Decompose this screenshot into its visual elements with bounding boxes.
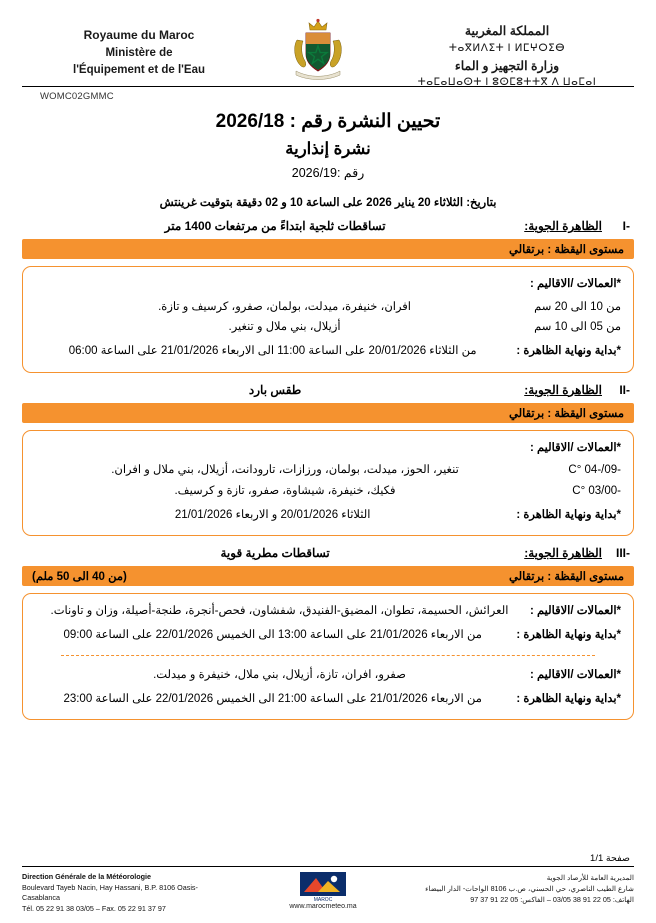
footer-website: www.marocmeteo.ma: [289, 902, 357, 910]
section-3-group-2-value: صفرو، افران، تازة، أزيلال، بني ملال، خنيفرة و ميدلت.: [153, 669, 406, 682]
section-1-phenomenon-label: الظاهرة الجوية:: [524, 219, 602, 234]
bulletin-date: بتاريخ: الثلاثاء 20 يناير 2026 على الساعة 10 و 02 دقيقة بتوقيت غرينتش: [159, 197, 497, 210]
section-2-row-1-key: -09/-04 °C: [568, 464, 621, 477]
footer-org-fr: Direction Générale de la Météorologie: [22, 871, 152, 881]
section-3-group-2-label: *العمالات /الاقاليم :: [529, 669, 621, 682]
footer-left-french: [22, 872, 232, 915]
section-3-number: -III: [615, 546, 630, 561]
section-1-box: [22, 266, 634, 372]
section-2-header: [22, 383, 634, 397]
section-2-level-value: برتقالي: [508, 407, 545, 420]
section-1-header: [22, 219, 634, 233]
section-1-row-1: [35, 297, 621, 318]
section-2-period-label: *بداية ونهاية الظاهرة :: [516, 508, 621, 521]
bulletin-number: رقم :2026/19: [291, 166, 365, 181]
bulletin-title: تحيين النشرة رقم : 2026/18: [215, 111, 441, 132]
footer-address-ar: شارع الطيب الناصري، حي الحسني، ص.ب 8106 الواحات- الدار البيضاء: [425, 883, 634, 893]
section-3-group-1-label: *العمالات /الاقاليم :: [529, 605, 621, 618]
section-2-level-badge: [22, 403, 634, 423]
section-1-level-row: [22, 239, 634, 259]
header-ministry-ar: وزارة التجهيز و الماء: [454, 58, 560, 73]
section-1-number: -I: [622, 219, 630, 234]
bulletin-subtitle: نشرة إنذارية: [285, 139, 371, 158]
section-2-row-2-key: -03/00 °C: [572, 484, 621, 497]
section-2-phenomenon-value: طقس بارد: [248, 382, 302, 397]
section-3-phenomenon-label: الظاهرة الجوية:: [524, 546, 602, 561]
section-3-level-text: [509, 569, 624, 583]
section-3-box: [22, 593, 634, 720]
document-footer: [0, 853, 656, 923]
section-2-row-1: [35, 460, 621, 481]
section-2: [22, 383, 634, 536]
footer-divider: [22, 866, 634, 867]
section-3-phenomenon-value: تساقطات مطرية قوية: [220, 546, 330, 561]
section-1-provinces-label: *العمالات /الاقاليم :: [529, 278, 621, 291]
section-2-period-value: الثلاثاء 20/01/2026 و الاربعاء 21/01/2026: [174, 508, 371, 521]
header-ministry-tifinagh: ⵜⴰⵎⴰⵡⴰⵙⵜ ⵏ ⵓⵙⵎⵓⵜⵜⴳ ⴷ ⵡⴰⵎⴰⵏ: [417, 76, 597, 89]
title-block: [22, 108, 634, 183]
coat-of-arms-icon: [289, 18, 347, 82]
document-header: [22, 0, 634, 89]
header-kingdom-tifinagh: ⵜⴰⴳⵍⴷⵉⵜ ⵏ ⵍⵎⵖⵔⵉⴱ: [448, 41, 566, 54]
section-2-level-label: مستوى اليقظة :: [547, 407, 624, 420]
section-1-period-value: من الثلاثاء 20/01/2026 على الساعة 11:00 الى الاربعاء 21/01/2026 على الساعة 06:00: [68, 345, 477, 358]
header-kingdom-fr: Royaume du Maroc: [83, 28, 195, 42]
section-2-provinces-title: [35, 439, 621, 459]
footer-logo-block: [263, 872, 383, 910]
section-3-group-2-provinces: [35, 666, 621, 686]
section-1-row-2: [35, 317, 621, 338]
section-3-group-2-period-value: من الاربعاء 21/01/2026 على الساعة 21:00 الى الخميس 22/01/2026 على الساعة 23:00: [63, 692, 482, 705]
svg-text:MAROC: MAROC: [313, 896, 333, 902]
header-right-arabic: [392, 18, 622, 91]
section-2-level-row: [22, 403, 634, 423]
section-1-row-2-key: من 05 الى 10 سم: [534, 321, 621, 334]
section-3-group-1-period: [35, 626, 621, 646]
header-emblem: [273, 18, 363, 82]
section-1-provinces-title: [35, 275, 621, 295]
section-1-row-2-value: أزيلال، بني ملال و تنغير.: [228, 321, 341, 334]
section-1-row-1-value: افران، خنيفرة، ميدلت، بولمان، صفرو، كرسيف و تازة.: [158, 300, 411, 313]
section-3-divider: [61, 655, 595, 656]
section-3: [22, 546, 634, 720]
header-ministry-fr-2: l'Équipement et de l'Eau: [73, 64, 205, 77]
section-1-phenomenon-value: تساقطات ثلجية ابتداءً من مرتفعات 1400 متر: [164, 219, 386, 234]
section-2-phenomenon-label: الظاهرة الجوية:: [524, 382, 602, 397]
section-3-level-value: برتقالي: [508, 571, 545, 584]
footer-columns: [22, 872, 634, 915]
page-number: صفحة 1/1: [590, 852, 630, 864]
section-1-period-label: *بداية ونهاية الظاهرة :: [516, 345, 621, 358]
section-2-period: [35, 506, 621, 526]
section-2-box: [22, 430, 634, 536]
section-3-group-2-period-label: *بداية ونهاية الظاهرة :: [516, 692, 621, 705]
section-3-header: [22, 546, 634, 560]
section-3-group-1-provinces: [35, 602, 621, 622]
footer-phone-fr: Tél. 05 22 91 38 03/05 – Fax. 05 22 91 37 97: [22, 904, 166, 914]
footer-right-arabic: [414, 872, 634, 905]
section-3-level-badge: [22, 566, 634, 586]
section-3-group-1-period-label: *بداية ونهاية الظاهرة :: [516, 628, 621, 641]
section-1-period: [35, 342, 621, 362]
footer-address-fr: Boulevard Tayeb Nacin, Hay Hassani, B.P. 8106 Oasis-Casablanca: [22, 882, 198, 903]
section-3-group-1-value: العرائش، الحسيمة، تطوان، المضيق-الفنيدق، شفشاون، فحص-أنجرة، طنجة-أصيلة، وزان و تاونات.: [50, 605, 509, 618]
section-3-group-2-period: [35, 690, 621, 710]
section-3-level-label: مستوى اليقظة :: [547, 571, 624, 584]
section-1-level-label: مستوى اليقظة :: [547, 244, 624, 257]
section-3-level-row: [22, 566, 634, 586]
header-left-french: [34, 18, 244, 80]
header-ministry-fr-1: Ministère de: [105, 46, 173, 59]
section-1-row-1-key: من 10 الى 20 سم: [534, 300, 621, 313]
document-code: WOMC02GMMC: [40, 91, 114, 102]
section-2-provinces-label: *العمالات /الاقاليم :: [529, 441, 621, 454]
footer-phone-ar: الهاتف: 05 22 91 38 03/05 – الفاكس: 05 22 91 37 97: [470, 895, 634, 905]
section-3-group-1-period-value: من الاربعاء 21/01/2026 على الساعة 13:00 الى الخميس 22/01/2026 على الساعة 09:00: [63, 628, 482, 641]
section-2-number: -II: [619, 382, 630, 397]
header-kingdom-ar: المملكة المغربية: [464, 24, 550, 38]
maroc-meteo-logo-icon: [300, 872, 346, 902]
section-1-level-value: برتقالي: [508, 244, 545, 257]
section-1-level-badge: [22, 239, 634, 259]
section-3-amount: (من 40 الى 50 ملم): [32, 571, 127, 584]
section-2-row-1-value: تنغير، الحوز، ميدلت، بولمان، ورزازات، تارودانت، أزيلال، بني ملال و افران.: [111, 464, 459, 477]
section-2-row-2-value: فكيك، خنيفرة، شيشاوة، صفرو، تازة و كرسيف.: [174, 484, 396, 497]
section-1: [22, 219, 634, 372]
footer-org-ar: المديرية العامة للأرصاد الجوية: [546, 872, 634, 882]
section-2-row-2: [35, 481, 621, 502]
